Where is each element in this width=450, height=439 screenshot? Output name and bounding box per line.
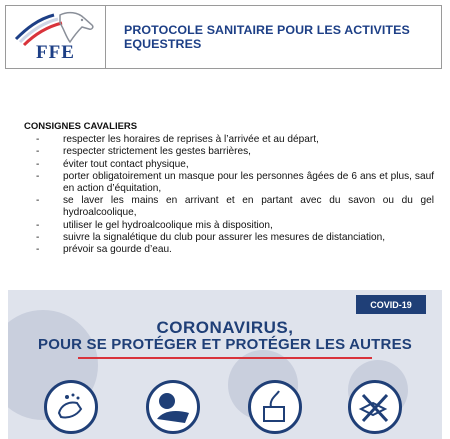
no-handshake-icon <box>348 380 402 434</box>
poster-subtitle: POUR SE PROTÉGER ET PROTÉGER LES AUTRES <box>38 336 412 353</box>
list-item: - prévoir sa gourde d’eau. <box>24 244 434 256</box>
covid-badge: COVID-19 <box>356 295 426 314</box>
logo-text: FFE <box>36 42 75 63</box>
list-item: - respecter les horaires de reprises à l’arrivée et au départ, <box>24 134 434 146</box>
poster-title: CORONAVIRUS, <box>156 318 294 337</box>
consignes-list <box>24 134 434 256</box>
hand-washing-icon <box>44 380 98 434</box>
list-item: - se laver les mains en arrivant et en partant avec du savon ou du gel hydroalcoolique, <box>24 195 434 219</box>
tissue-icon <box>248 380 302 434</box>
cough-elbow-icon <box>146 380 200 434</box>
list-item: - porter obligatoirement un masque pour les personnes âgées de 6 ans et plus, sauf en action d’équitation, <box>24 171 434 195</box>
ffe-logo <box>6 6 106 68</box>
document-header <box>5 5 442 69</box>
covid-poster <box>8 290 442 439</box>
section-heading: CONSIGNES CAVALIERS <box>24 121 138 132</box>
list-item: - utiliser le gel hydroalcoolique mis à disposition, <box>24 220 434 232</box>
list-item: - respecter strictement les gestes barrières, <box>24 146 434 158</box>
list-item: - éviter tout contact physique, <box>24 159 434 171</box>
list-item: - suivre la signalétique du club pour assurer les mesures de distanciation, <box>24 232 434 244</box>
poster-rule <box>78 357 372 359</box>
document-title: PROTOCOLE SANITAIRE POUR LES ACTIVITES EQUESTRES <box>124 23 410 51</box>
consignes-section <box>24 121 434 256</box>
